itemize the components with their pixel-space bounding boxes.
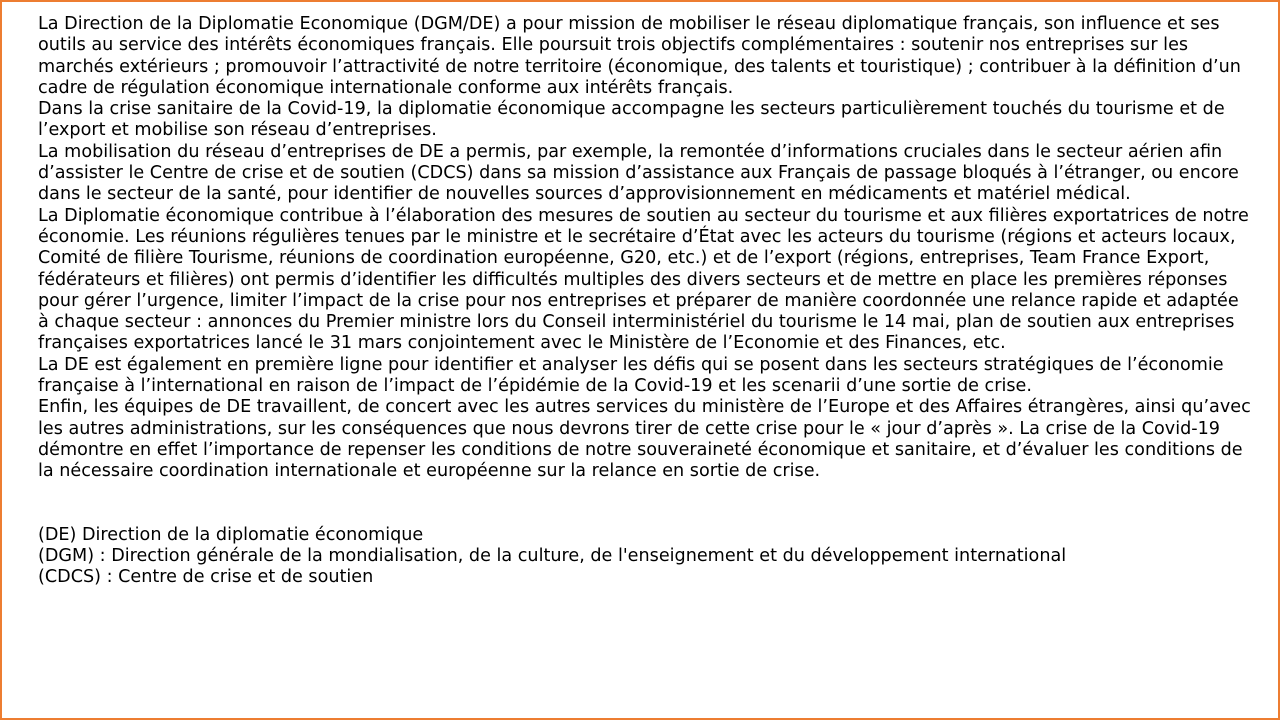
paragraph-mission: La Direction de la Diplomatie Economique (DGM/DE) a pour mission de mobiliser le réseau diplomatique français, son influence et ses outils au service des intérêts économiques français. Elle poursuit trois objectifs complémentaires : soutenir nos entreprises sur les marchés extérieurs ; promouvoir l’attractivité de notre territoire (économique, des talents et touristique) ; contribuer à la définition d’un cadre de régulation économique internationale conforme aux intérêts français. — [38, 14, 1241, 98]
paragraph-network-mobilization: La mobilisation du réseau d’entreprises de DE a permis, par exemple, la remontée d’informations cruciales dans le secteur aérien afin d’assister le Centre de crise et de soutien (CDCS) dans sa mission d’assistance aux Français de passage bloqués à l’étranger, ou encore dans le secteur de la santé, pour identifier de nouvelles sources d’approvisionnement en médicaments et matériel médical. — [38, 141, 1239, 205]
paragraph-day-after: Enfin, les équipes de DE travaillent, de concert avec les autres services du ministère de l’Europe et des Affaires étrangères, ainsi qu’avec les autres administrations, sur les conséquences que nous devrons tirer de cette crise pour le « jour d’après ». La crise de la Covid-19 démontre en effet l’importance de repenser les conditions de notre souveraineté économique et sanitaire, et d’évaluer les conditions de la nécessaire coordination internationale et européenne sur la relance en sortie de crise. — [38, 397, 1251, 482]
glossary — [38, 525, 1253, 589]
glossary-item-de: (DE) Direction de la diplomatie économique — [38, 524, 424, 545]
paragraph-support-measures: La Diplomatie économique contribue à l’élaboration des mesures de soutien au secteur du tourisme et aux filières exportatrices de notre économie. Les réunions régulières tenues par le ministre et le secrétaire d’État avec les acteurs du tourisme (régions et acteurs locaux, Comité de filière Tourisme, réunions de coordination européenne, G20, etc.) et de l’export (régions, entreprises, Team France Export, fédérateurs et filières) ont permis d’identifier les difficultés multiples des divers secteurs et de mettre en place les premières réponses pour gérer l’urgence, limiter l’impact de la crise pour nos entreprises et préparer de manière coordonnée une relance rapide et adaptée à chaque secteur : annonces du Premier ministre lors du Conseil interministériel du tourisme le 14 mai, plan de soutien aux entreprises françaises exportatrices lancé le 31 mars conjointement avec le Ministère de l’Economie et des Finances, etc. — [38, 205, 1249, 354]
slide-content — [38, 14, 1253, 588]
glossary-item-dgm: (DGM) : Direction générale de la mondialisation, de la culture, de l'enseignement et du développement international — [38, 545, 1067, 566]
paragraph-covid-crisis: Dans la crise sanitaire de la Covid-19, la diplomatie économique accompagne les secteurs particulièrement touchés du tourisme et de l’export et mobilise son réseau d’entreprises. — [38, 99, 1225, 141]
paragraph-strategic-challenges: La DE est également en première ligne pour identifier et analyser les défis qui se posent dans les secteurs stratégiques de l’économie française à l’international en raison de l’impact de l’épidémie de la Covid-19 et les scenarii d’une sortie de crise. — [38, 354, 1224, 397]
glossary-item-cdcs: (CDCS) : Centre de crise et de soutien — [38, 567, 374, 588]
